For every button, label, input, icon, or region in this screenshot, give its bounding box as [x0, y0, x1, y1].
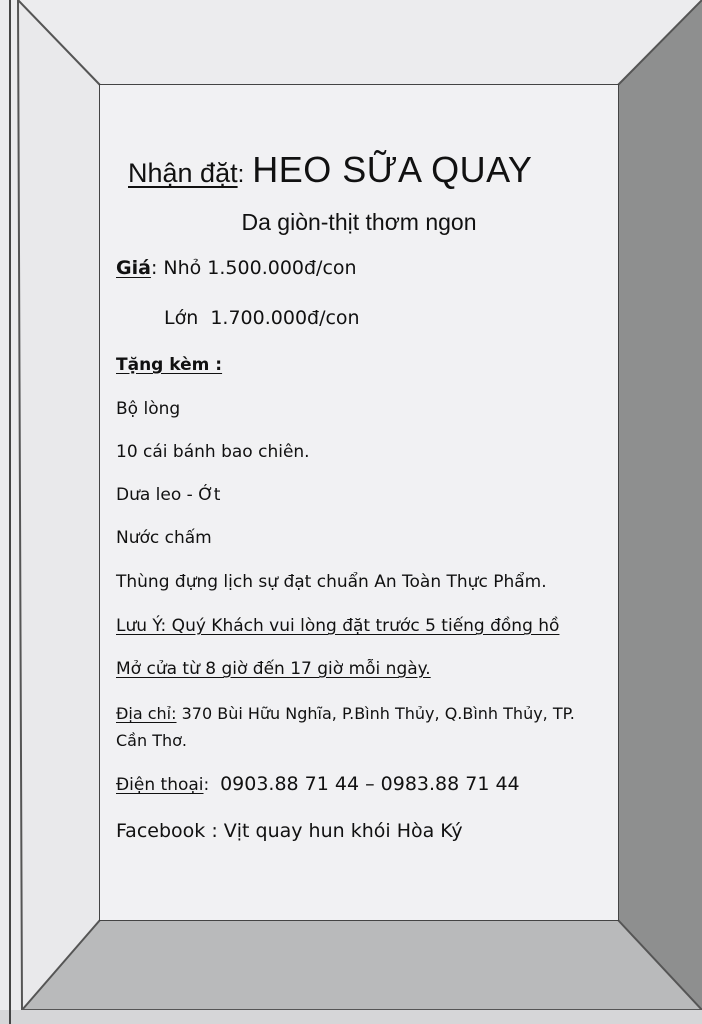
price-label: Giá: [116, 257, 151, 279]
gift-item: Bộ lòng: [116, 399, 181, 419]
phone-label: Điện thoại: [116, 775, 204, 795]
page-title: HEO SỮA QUAY: [252, 149, 533, 190]
bevel-top: [18, 0, 702, 85]
gift-item: 10 cái bánh bao chiên.: [116, 442, 310, 462]
address-line1: [116, 704, 575, 723]
price-small-line: [116, 257, 357, 279]
order-note: Lưu Ý: Quý Khách vui lòng đặt trước 5 tiếng đồng hồ: [116, 616, 560, 636]
phone-numbers: 0903.88 71 44 – 0983.88 71 44: [220, 773, 520, 795]
title-colon: :: [237, 161, 245, 188]
price-large: Lớn 1.700.000đ/con: [164, 307, 360, 329]
phone-colon: :: [203, 775, 210, 795]
bevel-bottom: [22, 920, 702, 1010]
facebook-line: Facebook : Vịt quay hun khói Hòa Ký: [116, 820, 463, 842]
flyer-sheet: [100, 85, 618, 920]
gift-item: Nước chấm: [116, 528, 212, 548]
bevel-left: [18, 0, 100, 1010]
bottom-strip: [0, 1010, 702, 1024]
title-prefix: Nhận đặt: [128, 158, 238, 188]
address-label: Địa chỉ:: [116, 704, 177, 723]
opening-hours: Mở cửa từ 8 giờ đến 17 giờ mỗi ngày.: [116, 659, 431, 679]
gift-item: Thùng đựng lịch sự đạt chuẩn An Toàn Thực Phẩm.: [116, 572, 547, 592]
gifts-label: Tặng kèm :: [116, 355, 223, 375]
title-row: [128, 149, 532, 191]
bevel-right: [618, 0, 702, 1010]
address-line2: Cần Thơ.: [116, 731, 187, 750]
phone-line: [116, 773, 520, 795]
subtitle: Da giòn-thịt thơm ngon: [241, 209, 477, 235]
gift-item: Dưa leo - Ớt: [116, 485, 221, 505]
address-text: 370 Bùi Hữu Nghĩa, P.Bình Thủy, Q.Bình Thủy, TP.: [176, 704, 575, 723]
price-small: : Nhỏ 1.500.000đ/con: [150, 257, 357, 279]
